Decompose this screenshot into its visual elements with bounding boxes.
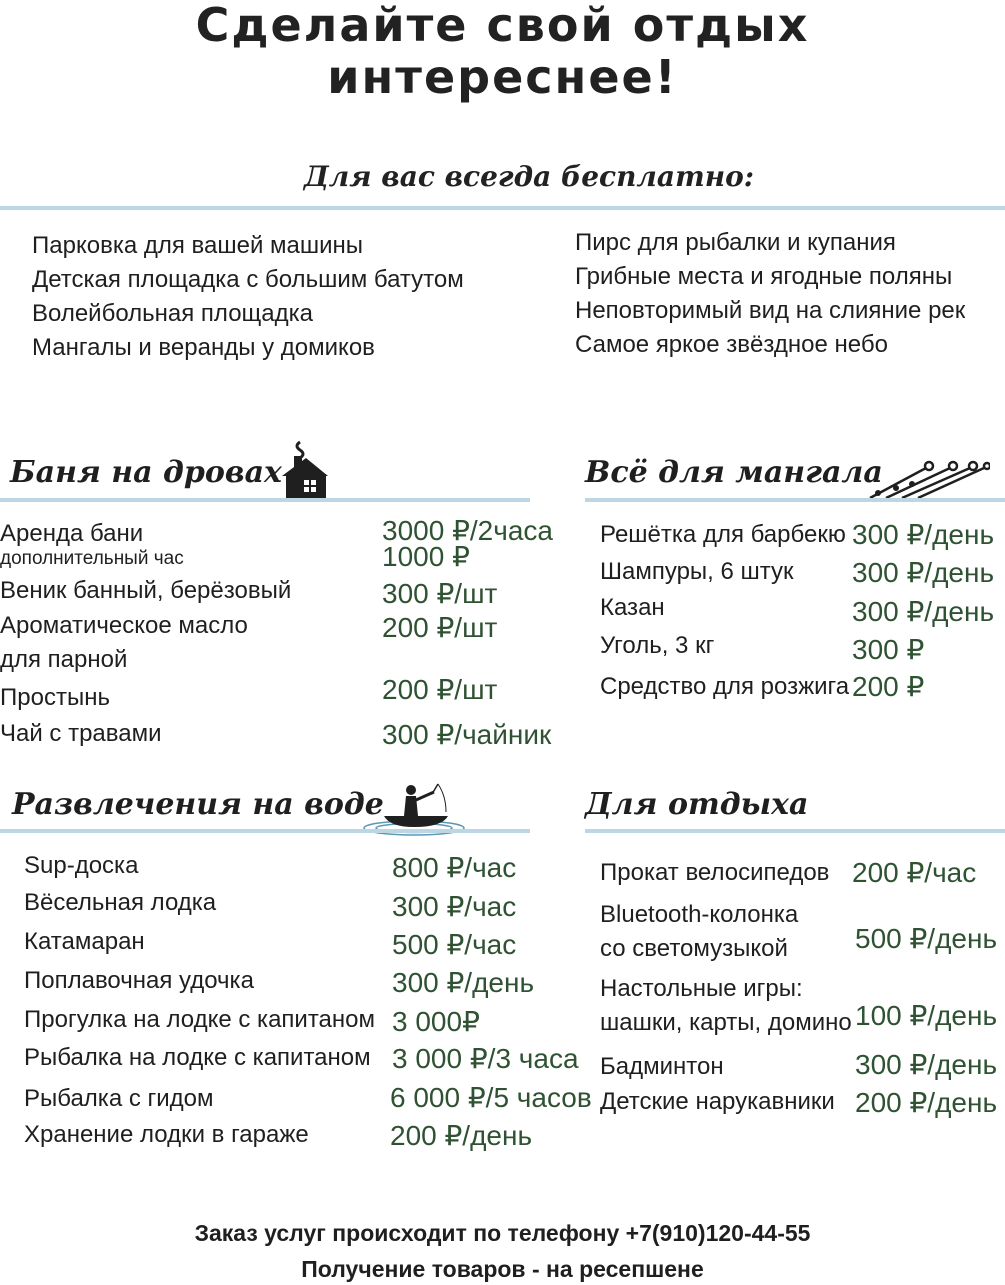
water-item-label: Прогулка на лодке с капитаном bbox=[24, 1006, 375, 1033]
rest-item-price: 300 ₽/день bbox=[855, 1049, 998, 1080]
section-title-rest: Для отдыха bbox=[585, 787, 809, 822]
page-title-line1: Сделайте свой отдых bbox=[195, 0, 810, 52]
rest-item-label: Детские нарукавники bbox=[600, 1088, 835, 1115]
rest-item-label: Прокат велосипедов bbox=[600, 859, 830, 886]
header-divider bbox=[0, 206, 1005, 210]
grill-item-price: 300 ₽/день bbox=[852, 596, 995, 627]
list-item: Волейбольная площадка bbox=[32, 300, 314, 327]
free-subtitle: Для вас всегда бесплатно: bbox=[303, 160, 755, 193]
list-item: Неповторимый вид на слияние рек bbox=[575, 297, 966, 324]
list-item: Детская площадка с большим батутом bbox=[32, 266, 464, 293]
list-item: Парковка для вашей машины bbox=[32, 232, 364, 259]
water-item-price: 300 ₽/день bbox=[392, 967, 535, 998]
free-list-left bbox=[32, 229, 464, 365]
banya-item-price: 200 ₽/шт bbox=[382, 674, 498, 705]
list-item: Пирс для рыбалки и купания bbox=[575, 229, 896, 256]
rest-item-label: Настольные игры: bbox=[600, 975, 803, 1002]
banya-item-price: 1000 ₽ bbox=[382, 541, 470, 572]
water-item-price: 3 000₽ bbox=[392, 1006, 480, 1037]
banya-item-label: Аренда бани bbox=[0, 520, 144, 547]
water-item-price: 3 000 ₽/3 часа bbox=[392, 1043, 579, 1074]
footer-phone: Заказ услуг происходит по телефону +7(910)120-44-55 bbox=[194, 1220, 811, 1246]
banya-item-price: 200 ₽/шт bbox=[382, 612, 498, 643]
banya-item-price: 3000 ₽/2часа bbox=[382, 515, 553, 546]
banya-item-label: дополнительный час bbox=[0, 548, 184, 569]
section-title-banya: Баня на дровах bbox=[10, 455, 282, 490]
grill-item-price: 300 ₽/день bbox=[852, 519, 995, 550]
water-item-price: 200 ₽/день bbox=[390, 1120, 533, 1151]
banya-item-price: 300 ₽/шт bbox=[382, 578, 498, 609]
water-item-label: Sup-доска bbox=[24, 852, 139, 879]
rest-item-label-cont: со светомузыкой bbox=[600, 935, 788, 962]
free-list-right bbox=[575, 226, 965, 362]
water-item-price: 800 ₽/час bbox=[392, 852, 517, 883]
water-item-label: Катамаран bbox=[24, 928, 145, 955]
rest-item-label-cont: шашки, карты, домино bbox=[600, 1009, 852, 1036]
rest-item-price: 200 ₽/час bbox=[852, 857, 977, 888]
banya-item-label: Простынь bbox=[0, 684, 110, 711]
water-item-label: Рыбалка на лодке с капитаном bbox=[24, 1044, 371, 1071]
banya-item-label-cont: для парной bbox=[0, 646, 128, 673]
banya-item-price: 300 ₽/чайник bbox=[382, 719, 552, 750]
grill-item-label: Казан bbox=[600, 594, 665, 621]
grill-divider bbox=[585, 498, 1005, 502]
rest-item-label: Бадминтон bbox=[600, 1053, 724, 1080]
water-item-price: 6 000 ₽/5 часов bbox=[390, 1082, 592, 1113]
grill-item-label: Шампуры, 6 штук bbox=[600, 558, 794, 585]
section-title-water: Развлечения на воде bbox=[12, 787, 384, 822]
rest-item-label: Bluetooth-колонка bbox=[600, 901, 799, 928]
water-divider bbox=[0, 829, 530, 833]
banya-item-label: Веник банный, берёзовый bbox=[0, 577, 292, 604]
rest-divider bbox=[585, 829, 1005, 833]
water-item-label: Рыбалка с гидом bbox=[24, 1085, 214, 1112]
footer-reception: Получение товаров - на ресепшене bbox=[301, 1256, 704, 1282]
rest-item-price: 200 ₽/день bbox=[855, 1087, 998, 1118]
house-chimney-icon bbox=[278, 440, 330, 500]
banya-item-label: Ароматическое масло bbox=[0, 612, 248, 639]
list-item: Самое яркое звёздное небо bbox=[575, 331, 888, 358]
water-item-label: Вёсельная лодка bbox=[24, 889, 217, 916]
water-item-label: Хранение лодки в гараже bbox=[24, 1121, 309, 1148]
list-item: Мангалы и веранды у домиков bbox=[32, 334, 375, 361]
grill-item-label: Решётка для барбекю bbox=[600, 521, 846, 548]
page-title-line2: интереснее! bbox=[327, 50, 678, 104]
grill-item-price: 300 ₽ bbox=[852, 634, 925, 665]
rest-item-price: 100 ₽/день bbox=[855, 1000, 998, 1031]
banya-divider bbox=[0, 498, 530, 502]
skewers-icon bbox=[850, 460, 990, 502]
water-item-price: 500 ₽/час bbox=[392, 929, 517, 960]
rest-item-price: 500 ₽/день bbox=[855, 923, 998, 954]
grill-item-label: Уголь, 3 кг bbox=[600, 632, 715, 659]
grill-item-label: Средство для розжига bbox=[600, 673, 850, 700]
list-item: Грибные места и ягодные поляны bbox=[575, 263, 953, 290]
grill-item-price: 200 ₽ bbox=[852, 671, 925, 702]
section-title-grill: Всё для мангала bbox=[585, 455, 883, 490]
banya-item-label: Чай с травами bbox=[0, 720, 162, 747]
grill-item-price: 300 ₽/день bbox=[852, 557, 995, 588]
water-item-label: Поплавочная удочка bbox=[24, 967, 254, 994]
water-item-price: 300 ₽/час bbox=[392, 891, 517, 922]
